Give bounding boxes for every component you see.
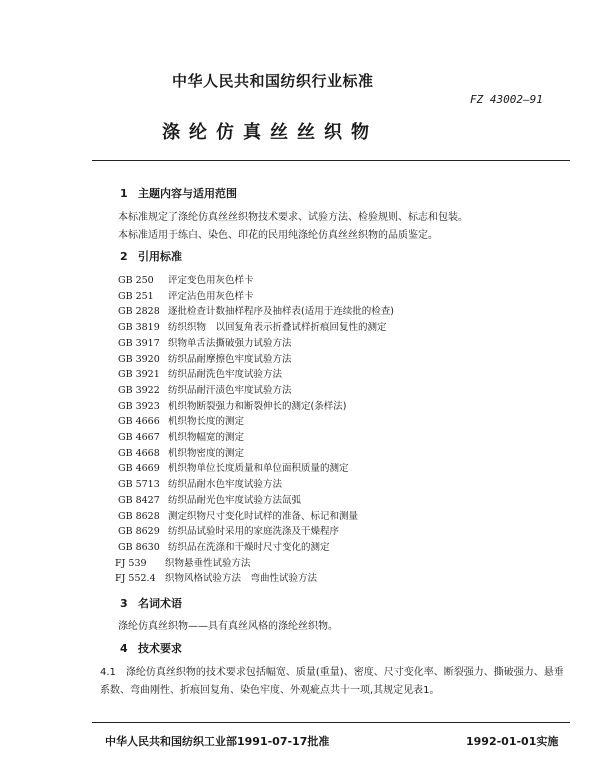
reference-item <box>118 492 301 506</box>
reference-item <box>118 272 254 286</box>
reference-item <box>118 445 244 459</box>
issuer-title: 中华人民共和国纺织行业标准 <box>172 72 374 90</box>
footer-rule <box>92 722 570 723</box>
reference-title: 织物悬垂性试验方法 <box>165 557 251 569</box>
reference-item <box>118 351 292 365</box>
reference-code: GB 3923 <box>118 400 160 412</box>
reference-code: GB 2828 <box>118 306 160 318</box>
section-3-number: 3 <box>120 597 128 610</box>
reference-code: GB 3819 <box>118 322 160 334</box>
reference-title: 测定织物尺寸变化时试样的准备、标记和测量 <box>168 510 359 522</box>
reference-code: GB 3921 <box>118 369 160 381</box>
reference-item <box>118 398 346 412</box>
section-4-heading <box>120 640 182 656</box>
section-1-number: 1 <box>120 187 128 200</box>
approval-line: 中华人民共和国纺织工业部1991-07-17批准 <box>105 735 330 748</box>
section-3-paragraph: 涤纶仿真丝织物——具有真丝风格的涤纶丝织物。 <box>118 621 338 632</box>
reference-title: 机织物长度的测定 <box>168 416 245 428</box>
reference-item <box>118 429 244 443</box>
reference-item <box>118 508 358 522</box>
section-1-paragraph-1: 本标准规定了涤纶仿真丝丝织物技术要求、试验方法、检验规则、标志和包装。 <box>118 212 468 223</box>
reference-title: 纺织品耐光色牢度试验方法氙弧 <box>168 494 302 506</box>
section-3-heading <box>120 595 182 611</box>
reference-code: GB 8630 <box>118 541 160 553</box>
reference-title: 纺织品耐汗渍色牢度试验方法 <box>168 384 292 396</box>
reference-code: GB 3922 <box>118 384 160 396</box>
reference-code: GB 8427 <box>118 494 160 506</box>
reference-title: 机织物幅宽的测定 <box>168 432 245 443</box>
reference-code: GB 4668 <box>118 447 160 459</box>
implementation-date: 1992-01-01实施 <box>466 735 559 748</box>
reference-code: GB 4667 <box>118 432 160 443</box>
reference-code: GB 251 <box>118 290 154 302</box>
document-title: 涤纶仿真丝丝织物 <box>162 122 378 143</box>
reference-title: 评定沾色用灰色样卡 <box>168 290 254 302</box>
section-1-paragraph-2: 本标准适用于练白、染色、印花的民用纯涤纶仿真丝丝织物的品质鉴定。 <box>118 230 438 241</box>
reference-title: 纺织织物 以回复角表示折叠试样折痕回复性的测定 <box>168 322 387 334</box>
reference-code: GB 8629 <box>118 526 160 538</box>
reference-item <box>118 539 330 553</box>
section-4-paragraph-line-1: 4.1 涤纶仿真丝织物的技术要求包括幅宽、质量(重量)、密度、尺寸变化率、断裂强力、撕破强力、悬垂 <box>100 667 564 678</box>
reference-code: GB 3917 <box>118 337 160 349</box>
section-3-title: 名词术语 <box>138 597 182 610</box>
section-2-heading <box>120 248 182 264</box>
reference-item <box>118 335 292 349</box>
section-2-title: 引用标准 <box>138 250 182 263</box>
reference-item <box>118 413 244 427</box>
reference-title: 评定变色用灰色样卡 <box>168 275 254 286</box>
reference-code: FJ 539 <box>115 557 147 569</box>
reference-title: 纺织品耐水色牢度试验方法 <box>168 479 283 491</box>
section-2-number: 2 <box>120 250 128 263</box>
reference-code: GB 4669 <box>118 463 160 475</box>
reference-title: 纺织品试验时采用的家庭洗涤及干燥程序 <box>168 526 340 538</box>
reference-code: GB 5713 <box>118 479 160 491</box>
section-4-paragraph-line-2: 系数、弯曲刚性、折痕回复角、染色牢度、外观疵点共十一项,其规定见表1。 <box>100 685 440 696</box>
standard-code: FZ 43002—91 <box>470 93 543 106</box>
reference-title: 织物单舌法撕破强力试验方法 <box>168 337 292 349</box>
section-1-heading <box>120 185 237 201</box>
section-4-number: 4 <box>120 642 128 655</box>
reference-item <box>118 303 394 317</box>
reference-title: 机织物单位长度质量和单位面积质量的测定 <box>168 463 349 475</box>
reference-item <box>118 523 339 537</box>
reference-title: 机织物断裂强力和断裂伸长的测定(条样法) <box>168 400 347 412</box>
reference-item <box>118 319 387 333</box>
section-4-title: 技术要求 <box>138 642 182 655</box>
section-1-title: 主题内容与适用范围 <box>138 187 237 200</box>
reference-item <box>118 476 282 490</box>
reference-code: FJ 552.4 <box>115 573 156 585</box>
reference-title: 逐批检查计数抽样程序及抽样表(适用于连续批的检查) <box>168 306 394 318</box>
reference-code: GB 250 <box>118 275 154 286</box>
reference-item <box>118 366 282 380</box>
reference-title: 纺织品在洗涤和干燥时尺寸变化的测定 <box>168 541 330 553</box>
reference-item <box>118 382 292 396</box>
reference-title: 纺织品耐洗色牢度试验方法 <box>168 369 283 381</box>
reference-item <box>118 460 349 474</box>
reference-title: 机织物密度的测定 <box>168 447 245 459</box>
reference-code: GB 4666 <box>118 416 160 428</box>
header-rule <box>92 160 570 161</box>
reference-code: GB 3920 <box>118 353 160 365</box>
reference-item <box>118 288 254 302</box>
reference-title: 织物风格试验方法 弯曲性试验方法 <box>165 573 318 585</box>
reference-title: 纺织品耐摩擦色牢度试验方法 <box>168 353 292 365</box>
reference-item <box>115 570 317 584</box>
reference-code: GB 8628 <box>118 510 160 522</box>
reference-item <box>115 555 251 569</box>
